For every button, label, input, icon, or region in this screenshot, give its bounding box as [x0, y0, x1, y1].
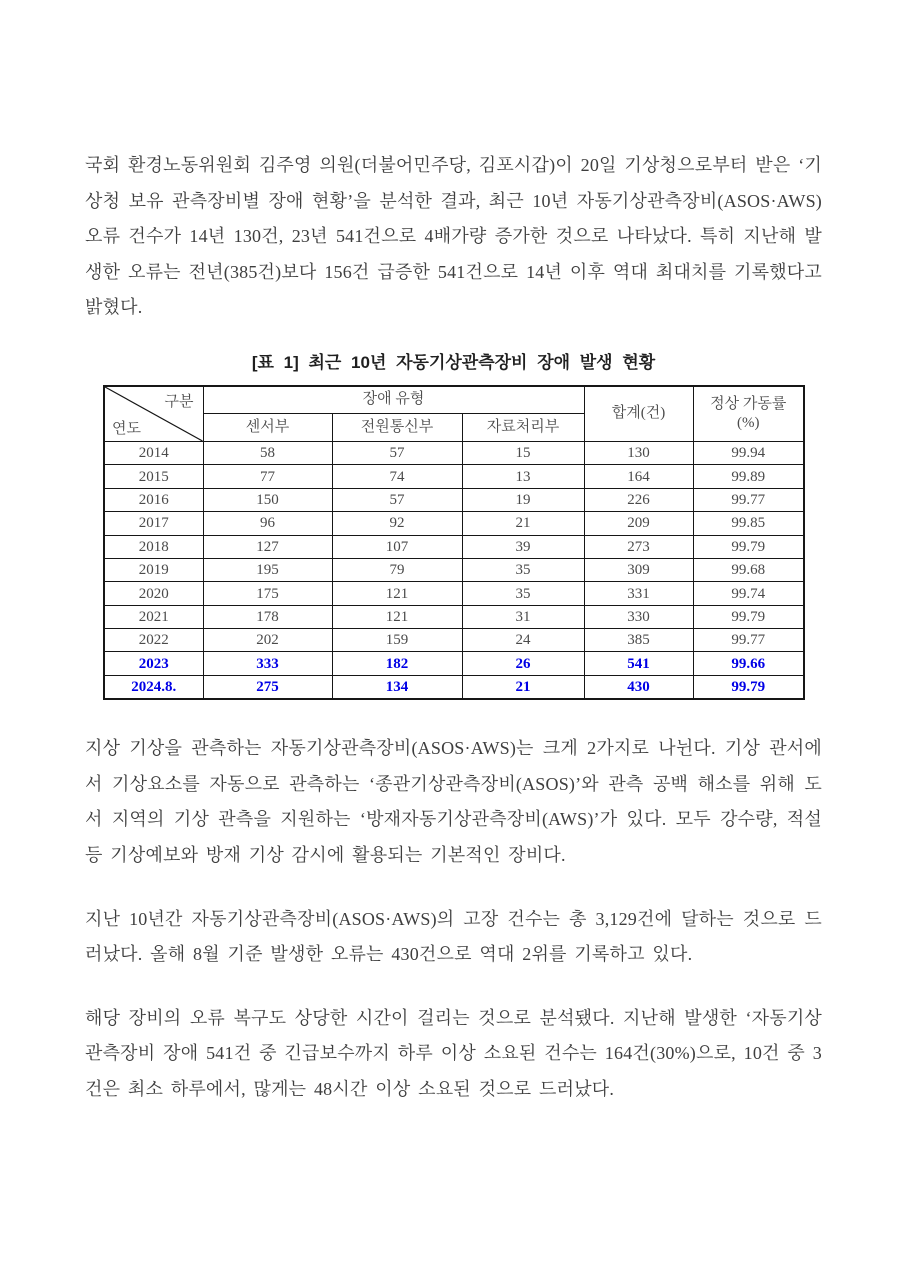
sensor-cell: 178: [203, 605, 332, 628]
total-cell: 541: [584, 652, 693, 675]
power-cell: 74: [332, 465, 462, 488]
total-cell: 164: [584, 465, 693, 488]
paragraph-10year-total: 지난 10년간 자동기상관측장비(ASOS·AWS)의 고장 건수는 총 3,129건에 달하는 것으로 드러났다. 올해 8월 기준 발생한 오류는 430건으로 역대 2위를 기록하고 있다.: [85, 908, 822, 965]
failure-stats-table: [103, 385, 805, 700]
year-cell: 2019: [104, 558, 203, 581]
rate-cell: 99.68: [693, 558, 804, 581]
power-cell: 182: [332, 652, 462, 675]
corner-label-category: 구분: [164, 393, 194, 410]
rate-cell: 99.77: [693, 629, 804, 652]
paragraph-equipment-types: 지상 기상을 관측하는 자동기상관측장비(ASOS·AWS)는 크게 2가지로 나뉜다. 기상 관서에서 기상요소를 자동으로 관측하는 ‘종관기상관측장비(ASOS)’와 관측 공백 해소를 위해 도서 지역의 기상 관측을 지원하는 ‘방재자동기상관측장비(AWS)’가 있다. 모두 강수량, 적설 등 기상예보와 방재 기상 감시에 활용되는 기본적인 장비다.: [85, 738, 822, 866]
table-row-2016: [104, 488, 804, 511]
sensor-cell: 150: [203, 488, 332, 511]
rate-cell: 99.74: [693, 582, 804, 605]
power-cell: 134: [332, 675, 462, 699]
power-cell: 107: [332, 535, 462, 558]
table-row-2022: [104, 629, 804, 652]
rate-cell: 99.94: [693, 441, 804, 464]
sensor-cell: 58: [203, 441, 332, 464]
sensor-cell: 77: [203, 465, 332, 488]
power-cell: 121: [332, 582, 462, 605]
total-cell: 385: [584, 629, 693, 652]
data-cell: 39: [462, 535, 584, 558]
column-header-total: 합계(건): [584, 386, 693, 442]
corner-label-year: 연도: [112, 420, 141, 437]
rate-header-line1: 정상 가동률: [710, 395, 787, 412]
total-cell: 430: [584, 675, 693, 699]
sensor-cell: 175: [203, 582, 332, 605]
total-cell: 226: [584, 488, 693, 511]
total-cell: 331: [584, 582, 693, 605]
paragraph-intro: 국회 환경노동위원회 김주영 의원(더불어민주당, 김포시갑)이 20일 기상청으로부터 받은 ‘기상청 보유 관측장비별 장애 현황’을 분석한 결과, 최근 10년 자동기상관측장비(ASOS·AWS) 오류 건수가 14년 130건, 23년 541건으로 4배가량 증가한 것으로 나타났다. 특히 지난해 발생한 오류는 전년(385건)보다 156건 급증한 541건으로 14년 이후 역대 최대치를 기록했다고 밝혔다.: [85, 155, 822, 318]
table-header-row-1: [104, 386, 804, 414]
year-cell: 2016: [104, 488, 203, 511]
table-row-2019: [104, 558, 804, 581]
rate-cell: 99.79: [693, 605, 804, 628]
sensor-cell: 275: [203, 675, 332, 699]
data-cell: 35: [462, 582, 584, 605]
table-row-2023-highlighted: [104, 652, 804, 675]
data-cell: 35: [462, 558, 584, 581]
paragraph-repair-time: 해당 장비의 오류 복구도 상당한 시간이 걸리는 것으로 분석됐다. 지난해 발생한 ‘자동기상관측장비 장애 541건 중 긴급보수까지 하루 이상 소요된 건수는 164건(30%)으로, 10건 중 3건은 최소 하루에서, 많게는 48시간 이상 소요된 것으로 드러났다.: [85, 1007, 822, 1100]
year-cell: 2017: [104, 512, 203, 535]
corner-header-cell: [104, 386, 203, 442]
table-row-2014: [104, 441, 804, 464]
data-cell: 24: [462, 629, 584, 652]
power-cell: 159: [332, 629, 462, 652]
column-header-power-comm: 전원통신부: [332, 413, 462, 441]
data-cell: 31: [462, 605, 584, 628]
table-row-2018: [104, 535, 804, 558]
power-cell: 79: [332, 558, 462, 581]
table-row-2021: [104, 605, 804, 628]
rate-cell: 99.77: [693, 488, 804, 511]
year-cell: 2021: [104, 605, 203, 628]
table-row-2015: [104, 465, 804, 488]
data-cell: 13: [462, 465, 584, 488]
sensor-cell: 333: [203, 652, 332, 675]
table-row-2017: [104, 512, 804, 535]
power-cell: 57: [332, 488, 462, 511]
year-cell: 2022: [104, 629, 203, 652]
year-cell: 2020: [104, 582, 203, 605]
year-cell: 2024.8.: [104, 675, 203, 699]
rate-cell: 99.66: [693, 652, 804, 675]
year-cell: 2015: [104, 465, 203, 488]
rate-cell: 99.85: [693, 512, 804, 535]
rate-cell: 99.79: [693, 675, 804, 699]
table-title: [표 1] 최근 10년 자동기상관측장비 장애 발생 현황: [251, 352, 656, 372]
sensor-cell: 202: [203, 629, 332, 652]
sensor-cell: 195: [203, 558, 332, 581]
power-cell: 57: [332, 441, 462, 464]
column-header-failure-type: 장애 유형: [203, 386, 584, 414]
total-cell: 330: [584, 605, 693, 628]
year-cell: 2014: [104, 441, 203, 464]
total-cell: 309: [584, 558, 693, 581]
table-row-2024-highlighted: [104, 675, 804, 699]
data-cell: 21: [462, 512, 584, 535]
rate-header-line2: (%): [737, 414, 760, 431]
power-cell: 121: [332, 605, 462, 628]
column-header-sensor: 센서부: [203, 413, 332, 441]
year-cell: 2018: [104, 535, 203, 558]
data-cell: 21: [462, 675, 584, 699]
table-row-2020: [104, 582, 804, 605]
rate-cell: 99.79: [693, 535, 804, 558]
data-cell: 15: [462, 441, 584, 464]
rate-cell: 99.89: [693, 465, 804, 488]
column-header-rate: [693, 386, 804, 442]
sensor-cell: 127: [203, 535, 332, 558]
year-cell: 2023: [104, 652, 203, 675]
total-cell: 130: [584, 441, 693, 464]
power-cell: 92: [332, 512, 462, 535]
column-header-data-processing: 자료처리부: [462, 413, 584, 441]
data-cell: 19: [462, 488, 584, 511]
sensor-cell: 96: [203, 512, 332, 535]
total-cell: 209: [584, 512, 693, 535]
total-cell: 273: [584, 535, 693, 558]
data-cell: 26: [462, 652, 584, 675]
